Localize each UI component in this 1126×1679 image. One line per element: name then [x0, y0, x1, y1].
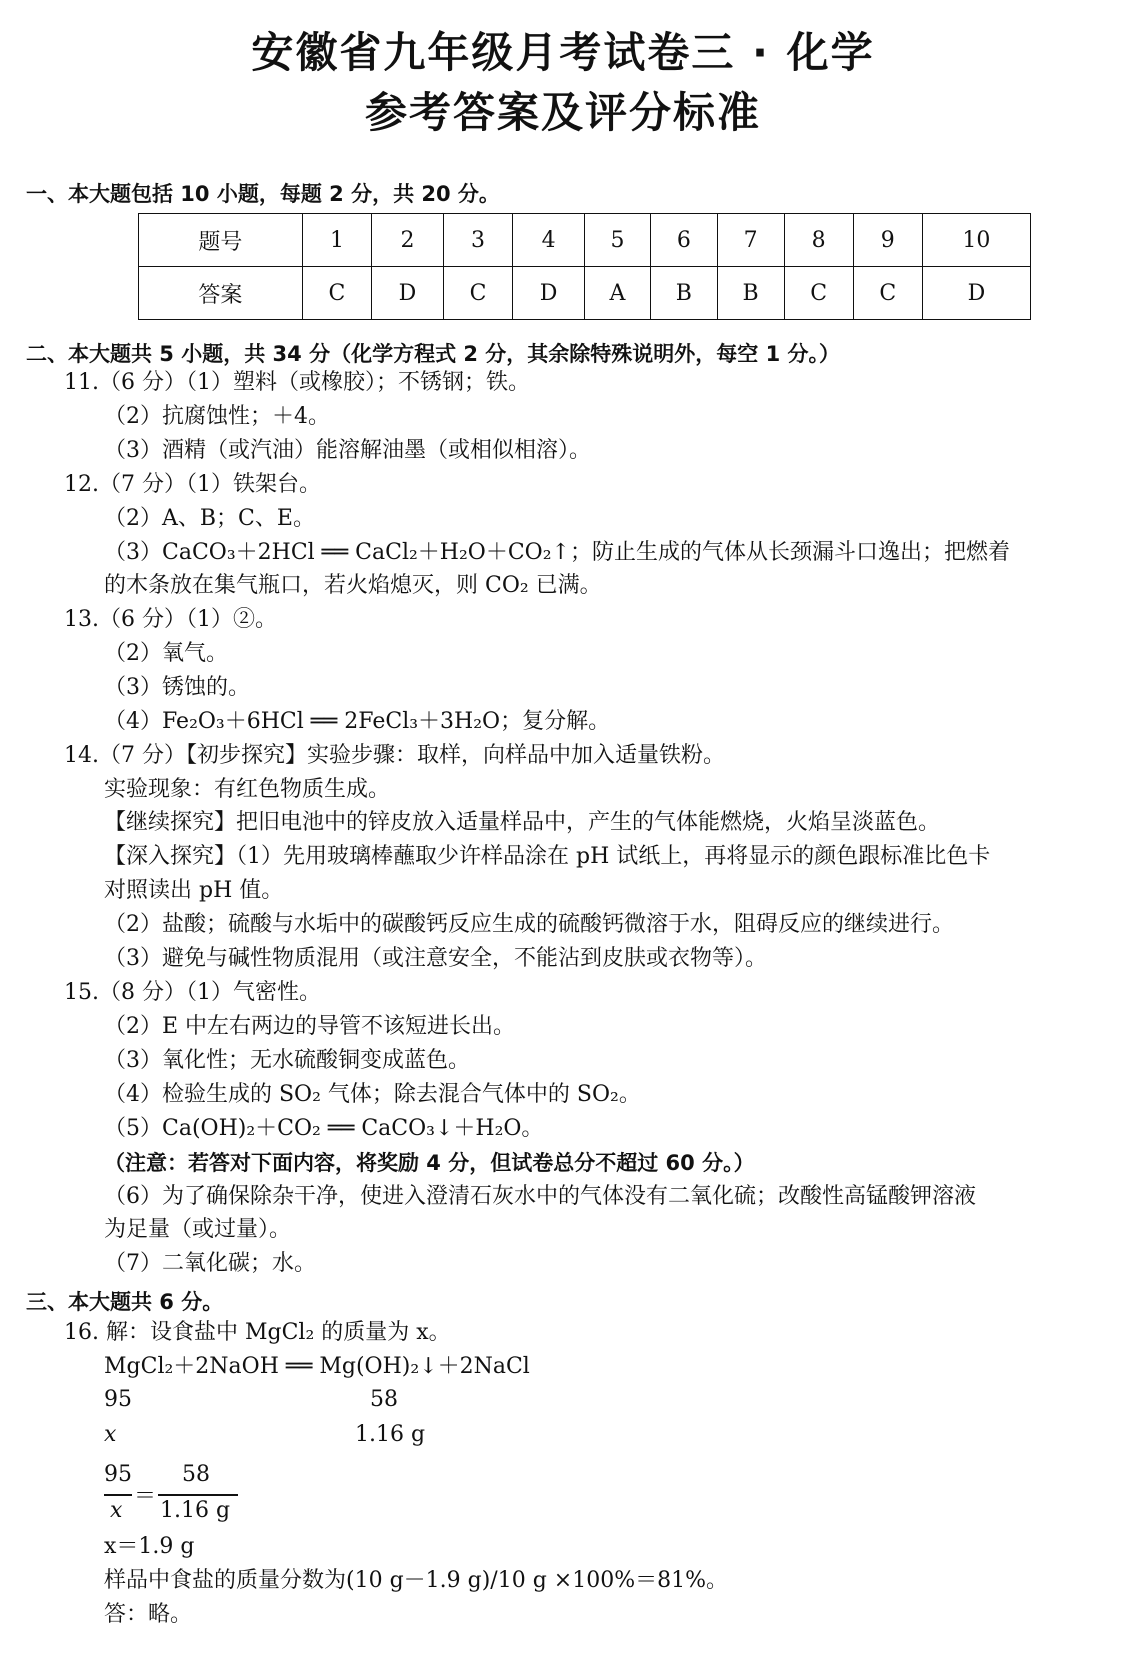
ratio-value: x — [104, 1422, 117, 1447]
ratio-value: 58 — [370, 1387, 398, 1412]
table-cell: 10 — [922, 214, 1030, 267]
answer-line: （2）E 中左右两边的导管不该短进长出。 — [104, 1014, 516, 1039]
table-cell: 7 — [717, 214, 784, 267]
table-cell: D — [513, 267, 585, 320]
fraction-numerator: 58 — [182, 1462, 210, 1487]
fraction-bar — [104, 1494, 132, 1496]
answer-line: （2）氧气。 — [104, 641, 228, 666]
section3-heading: 三、本大题共 6 分。 — [26, 1290, 224, 1314]
answer-line: 13.（6 分）（1）②。 — [64, 607, 277, 632]
answer-line: 14.（7 分）【初步探究】实验步骤：取样，向样品中加入适量铁粉。 — [64, 743, 725, 768]
table-cell: C — [853, 267, 922, 320]
document-title: 安徽省九年级月考试卷三 · 化学 — [251, 28, 875, 77]
answer-line: 【继续探究】把旧电池中的锌皮放入适量样品中，产生的气体能燃烧，火焰呈淡蓝色。 — [104, 810, 941, 835]
table-cell: C — [784, 267, 853, 320]
section1-heading: 一、本大题包括 10 小题，每题 2 分，共 20 分。 — [26, 182, 500, 206]
table-cell: 3 — [443, 214, 512, 267]
table-cell: A — [585, 267, 651, 320]
ratio-value: 1.16 g — [355, 1422, 426, 1447]
table-row — [139, 214, 1031, 267]
proportion-fraction — [104, 1462, 244, 1532]
table-row — [139, 267, 1031, 320]
answer-line: （3）酒精（或汽油）能溶解油墨（或相似相溶）。 — [104, 438, 591, 463]
equation-line: MgCl₂＋2NaOH ══ Mg(OH)₂↓＋2NaCl — [104, 1354, 530, 1379]
fraction-denominator: x — [110, 1498, 123, 1523]
answer-line: 的木条放在集气瓶口，若火焰熄灭，则 CO₂ 已满。 — [104, 573, 602, 598]
answer-line: 为足量（或过量）。 — [104, 1217, 292, 1242]
table-cell: 5 — [585, 214, 651, 267]
answer-line: （7）二氧化碳；水。 — [104, 1251, 316, 1276]
result-line: 样品中食盐的质量分数为(10 g－1.9 g)/10 g ×100%＝81%。 — [104, 1568, 729, 1593]
answer-line: （3）避免与碱性物质混用（或注意安全，不能沾到皮肤或衣物等）。 — [104, 946, 767, 971]
table-cell: 答案 — [139, 267, 303, 320]
table-cell: 4 — [513, 214, 585, 267]
section2-heading: 二、本大题共 5 小题，共 34 分（化学方程式 2 分，其余除特殊说明外，每空 1 分。） — [26, 342, 841, 366]
table-cell: C — [443, 267, 512, 320]
table-cell: D — [922, 267, 1030, 320]
answer-table — [138, 213, 1031, 320]
answer-line: 【深入探究】（1）先用玻璃棒蘸取少许样品涂在 pH 试纸上，再将显示的颜色跟标准比色卡 — [104, 844, 991, 869]
answer-line: （3）锈蚀的。 — [104, 675, 250, 700]
answer-line: 实验现象：有红色物质生成。 — [104, 777, 391, 802]
table-cell: 2 — [372, 214, 444, 267]
table-cell: B — [650, 267, 717, 320]
fraction-denominator: 1.16 g — [160, 1498, 231, 1523]
table-cell: D — [372, 267, 444, 320]
table-cell: B — [717, 267, 784, 320]
answer-line: （6）为了确保除杂干净，使进入澄清石灰水中的气体没有二氧化硫；改酸性高锰酸钾溶液 — [104, 1184, 977, 1209]
table-cell: 1 — [302, 214, 371, 267]
table-cell: 题号 — [139, 214, 303, 267]
answer-line: （3）CaCO₃＋2HCl ══ CaCl₂＋H₂O＋CO₂↑；防止生成的气体从长颈漏斗口逸出；把燃着 — [104, 540, 1010, 565]
result-line: x＝1.9 g — [104, 1534, 195, 1559]
document-subtitle: 参考答案及评分标准 — [364, 88, 761, 137]
table-cell: C — [302, 267, 371, 320]
answer-line: 12.（7 分）（1）铁架台。 — [64, 472, 321, 497]
ratio-value: 95 — [104, 1387, 132, 1412]
answer-line: （2）盐酸；硫酸与水垢中的碳酸钙反应生成的硫酸钙微溶于水，阻碍反应的继续进行。 — [104, 912, 954, 937]
answer-line: （3）氧化性；无水硫酸铜变成蓝色。 — [104, 1048, 470, 1073]
answer-line: （2）抗腐蚀性；＋4。 — [104, 404, 330, 429]
answer-line: 11.（6 分）（1）塑料（或橡胶）；不锈钢；铁。 — [64, 370, 530, 395]
table-cell: 6 — [650, 214, 717, 267]
bonus-note: （注意：若答对下面内容，将奖励 4 分，但试卷总分不超过 60 分。） — [104, 1151, 755, 1175]
table-cell: 8 — [784, 214, 853, 267]
answer-line: （4）检验生成的 SO₂ 气体；除去混合气体中的 SO₂。 — [104, 1082, 641, 1107]
answer-line: 对照读出 pH 值。 — [104, 878, 284, 903]
table-cell: 9 — [853, 214, 922, 267]
answer-line: （2）A、B；C、E。 — [104, 506, 315, 531]
fraction-numerator: 95 — [104, 1462, 132, 1487]
result-line: 答：略。 — [104, 1602, 193, 1627]
answer-line: 15.（8 分）（1）气密性。 — [64, 980, 321, 1005]
answer-line: 16. 解：设食盐中 MgCl₂ 的质量为 x。 — [64, 1320, 451, 1345]
answer-line: （4）Fe₂O₃＋6HCl ══ 2FeCl₃＋3H₂O；复分解。 — [104, 709, 611, 734]
answer-line: （5）Ca(OH)₂＋CO₂ ══ CaCO₃↓＋H₂O。 — [104, 1116, 544, 1141]
fraction-bar — [158, 1494, 238, 1496]
equals-sign: ＝ — [134, 1484, 157, 1509]
